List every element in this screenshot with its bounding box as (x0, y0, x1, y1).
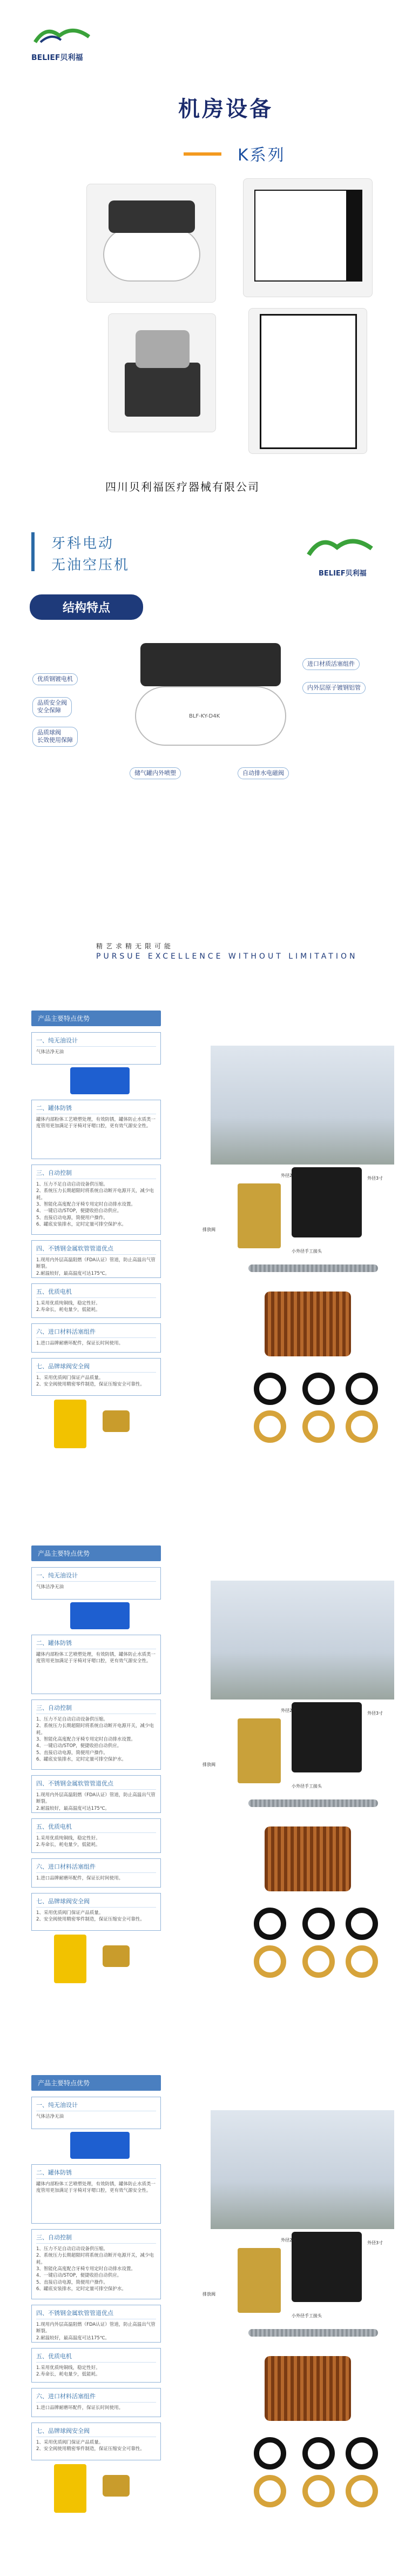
page-title: 机房设备 (178, 97, 273, 122)
box-line: 1、压力不足自动启动设备供压缩。 (36, 1182, 108, 1187)
rust-demo-photo (211, 2110, 394, 2229)
box-line: 3、智能化高度配合牙椅专用定时自动排水设置。 (36, 2266, 136, 2272)
box-text (36, 1181, 156, 1228)
box-text: 气体洁净无油 (36, 1049, 64, 1055)
box-title: 三、自动控制 (36, 1168, 156, 1179)
box-line: 1、压力不足自动启动设备供压缩。 (36, 1717, 108, 1722)
box-line: 1.现用内外层高温阻燃（FDA认证）管道，防止高温出气管断裂。 (36, 2322, 156, 2334)
box-line: 1、采用优质阀门保证产品质量。 (36, 1910, 104, 1916)
box-text: 罐体内部粉体工艺喷塑处理，有效防锈，罐体防止水质类一度管用更加满足于牙椅对牙嗯口腔，更有效气源安全性。 (36, 1117, 156, 1129)
machine-model-label: BLF-KY-D4K (189, 713, 220, 719)
box-title: 七、品牌球阀安全阀 (36, 2426, 156, 2437)
seal-ring-image (254, 1945, 286, 1978)
cabinet-image-2 (248, 308, 367, 454)
box-title: 六、进口材料活塞组件 (36, 1862, 156, 1873)
section-head: 产品主要特点优势 (31, 2075, 161, 2091)
drain-valve-image (238, 1718, 281, 1783)
drain-label: 排放阀 (202, 2292, 215, 2297)
piston-ring-image (302, 2437, 335, 2470)
feature-section (0, 1011, 405, 1497)
compressor-image-2 (108, 313, 216, 432)
box-line: 2、系统压力长期超限时将系统自动断开电源开关，减少电耗。 (36, 1723, 154, 1736)
box-steel-hose (31, 2305, 161, 2343)
drain-valve-image (238, 1183, 281, 1248)
drain-label: 外径2寸 (281, 2238, 297, 2243)
box-oil-free (31, 1032, 161, 1065)
callout-ball-valve: 品质球阀 长效使用保障 (32, 727, 78, 747)
callout-safety-valve: 品质安全阀 安全保障 (32, 697, 72, 717)
drain-label: 小外径手工接头 (292, 1784, 322, 1789)
drain-label: 外径2寸 (281, 1708, 297, 1713)
box-steel-hose (31, 1775, 161, 1813)
motor-coil-image (265, 1292, 351, 1356)
box-title: 四、不锈钢金属软管管道优点 (36, 2309, 156, 2319)
steel-hose-image (248, 1799, 378, 1807)
ball-valve-image (103, 1945, 130, 1967)
seal-ring-image (302, 2475, 335, 2507)
seal-ring-image (254, 2475, 286, 2507)
piston-ring-image (254, 1373, 286, 1405)
title-underline (184, 152, 221, 156)
box-title: 五、优质电机 (36, 1287, 156, 1298)
box-title: 六、进口材料活塞组件 (36, 2392, 156, 2403)
box-valves (31, 2423, 161, 2460)
controller-image (292, 2232, 362, 2302)
callout-motor: 优质钢镀电机 (32, 673, 78, 685)
category-bar (31, 532, 35, 571)
box-title: 七、品牌球阀安全阀 (36, 1897, 156, 1908)
box-line: 2.寿命长，耗电量少，低能耗。 (36, 1842, 100, 1848)
box-line: 2.寿命长，耗电量少，低能耗。 (36, 1307, 100, 1313)
seal-ring-image (346, 2475, 378, 2507)
box-motor (31, 1818, 161, 1853)
seal-ring-image (346, 1410, 378, 1443)
box-line: 2、系统压力长期超限时将系统自动断开电源开关，减少电耗。 (36, 2253, 154, 2265)
slogan-en: PURSUE EXCELLENCE WITHOUT LIMITATION (96, 952, 358, 961)
box-text (36, 1716, 156, 1763)
motor-image (70, 2132, 130, 2159)
box-title: 五、优质电机 (36, 1822, 156, 1833)
piston-ring-image (346, 2437, 378, 2470)
box-text (36, 1910, 156, 1923)
box-title: 一、纯无油设计 (36, 1571, 156, 1582)
features-banner: 结构特点 (30, 594, 143, 620)
steel-hose-image (248, 2329, 378, 2337)
box-title: 三、自动控制 (36, 1703, 156, 1714)
motor-coil-image (265, 1826, 351, 1891)
box-line: 2.寿命长，耗电量少，低能耗。 (36, 2372, 100, 2378)
callout-pipe: 内外层原子镀钢铝管 (302, 682, 366, 694)
box-line: 1.采用优质纯铜线，稳定性好。 (36, 1836, 100, 1841)
box-piston (31, 1323, 161, 1353)
box-title: 三、自动控制 (36, 2233, 156, 2244)
box-line: 1.采用优质纯铜线，稳定性好。 (36, 1301, 100, 1306)
belief-logo-icon (30, 21, 94, 53)
box-line: 3、智能化高度配合牙椅专用定时自动排水设置。 (36, 1736, 136, 1742)
box-anti-rust (31, 2164, 161, 2224)
box-text (36, 2321, 156, 2341)
box-line: 2.耐温较好，最高温度可达175℃。 (36, 2335, 110, 2341)
box-valves (31, 1893, 161, 1931)
box-piston (31, 2388, 161, 2417)
box-title: 四、不锈钢金属软管管道优点 (36, 1244, 156, 1255)
box-piston (31, 1858, 161, 1888)
category-line-2: 无油空压机 (51, 557, 130, 573)
box-text (36, 1875, 156, 1882)
ball-valve-image (103, 1410, 130, 1432)
box-line: 2、安全阀使用精密零件制造，保证压缩安全可靠性。 (36, 2446, 145, 2452)
seal-ring-image (302, 1945, 335, 1978)
drain-label: 外径3寸 (367, 1176, 383, 1181)
box-line: 6、罐底安装排水，定时定量可排空保护水。 (36, 1756, 126, 1762)
box-oil-free (31, 2097, 161, 2129)
box-title: 五、优质电机 (36, 2352, 156, 2363)
box-line: 2、安全阀使用精密零件制造，保证压缩安全可靠性。 (36, 1917, 145, 1923)
box-line: 2.耐温较好，最高温度可达175℃。 (36, 1270, 110, 1276)
cabinet-image-1 (243, 178, 373, 297)
belief-logo-icon-2 (302, 530, 378, 567)
box-text: 罐体内部粉体工艺喷塑处理，有效防锈，罐体防止水质类一度管用更加满足于牙椅对牙嗯口腔，更有效气源安全性。 (36, 1652, 156, 1664)
box-title: 一、纯无油设计 (36, 2100, 156, 2111)
box-text: 气体洁净无油 (36, 2114, 64, 2119)
drain-label: 排放阀 (202, 1227, 215, 1232)
box-text (36, 1340, 156, 1347)
ball-valve-image (103, 2475, 130, 2497)
box-oil-free (31, 1567, 161, 1600)
box-title: 六、进口材料活塞组件 (36, 1327, 156, 1338)
box-line: 1.现用内外层高温阻燃（FDA认证）管道，防止高温出气管断裂。 (36, 1792, 156, 1805)
safety-valve-image (54, 1400, 86, 1448)
box-steel-hose (31, 1240, 161, 1278)
box-title: 二、罐体防锈 (36, 1638, 156, 1649)
motor-image (70, 1602, 130, 1629)
box-title: 二、罐体防锈 (36, 1103, 156, 1114)
steel-hose-image (248, 1264, 378, 1272)
box-line: 1、压力不足自动启动设备供压缩。 (36, 2246, 108, 2252)
motor-image (70, 1067, 130, 1094)
box-auto-control (31, 1700, 161, 1770)
box-line: 1.进口品牌耐磨环配件，保证长时间使用。 (36, 1341, 124, 1346)
box-text (36, 1300, 156, 1314)
drain-label: 小外径手工接头 (292, 2313, 322, 2318)
box-motor (31, 1283, 161, 1318)
box-text (36, 2405, 156, 2411)
drain-label: 外径2寸 (281, 1173, 297, 1178)
box-title: 七、品牌球阀安全阀 (36, 1362, 156, 1373)
box-line: 1.现用内外层高温阻燃（FDA认证）管道，防止高温出气管断裂。 (36, 1257, 156, 1270)
slogan-cn: 精艺求精无限可能 (96, 942, 174, 950)
box-line: 2、系统压力长期超限时将系统自动断开电源开关，减少电耗。 (36, 1188, 154, 1201)
page-subtitle: K系列 (238, 146, 286, 165)
company-name: 四川贝利福医疗器械有限公司 (105, 480, 260, 493)
rust-demo-photo (211, 1581, 394, 1700)
controller-image (292, 1167, 362, 1237)
safety-valve-image (54, 2464, 86, 2513)
seal-ring-image (302, 1410, 335, 1443)
callout-piston: 进口材质活塞组件 (302, 658, 360, 670)
box-line: 4、一键启动/STOP，便捷收拾自动供应。 (36, 2273, 122, 2279)
box-anti-rust (31, 1100, 161, 1159)
box-line: 1.进口品牌耐磨环配件，保证长时间使用。 (36, 2405, 124, 2411)
box-auto-control (31, 2229, 161, 2299)
box-line: 1.进口品牌耐磨环配件，保证长时间使用。 (36, 1876, 124, 1881)
box-line: 4、一键启动/STOP，便捷收拾自动供应。 (36, 1208, 122, 1214)
box-text (36, 1835, 156, 1849)
box-valves (31, 1358, 161, 1396)
box-line: 1、采用优质阀门保证产品质量。 (36, 2440, 104, 2445)
piston-ring-image (254, 2437, 286, 2470)
drain-label: 小外径手工接头 (292, 1249, 322, 1254)
box-line: 6、罐底安装排水，定时定量可排空保护水。 (36, 1221, 126, 1227)
section-head: 产品主要特点优势 (31, 1545, 161, 1561)
box-text: 罐体内部粉体工艺喷塑处理，有效防锈，罐体防止水质类一度管用更加满足于牙椅对牙嗯口腔，更有效气源安全性。 (36, 2182, 156, 2194)
box-line: 5、直接启动电源，简便用户操作。 (36, 1750, 108, 1756)
box-text (36, 1375, 156, 1388)
logo-text-2: BELIEF贝利福 (319, 570, 367, 578)
box-text (36, 2439, 156, 2453)
box-line: 2.耐温较好，最高温度可达175℃。 (36, 1805, 110, 1811)
motor-coil-image (265, 2356, 351, 2421)
seal-ring-image (254, 1410, 286, 1443)
box-line: 1.采用优质纯铜线，稳定性好。 (36, 2365, 100, 2371)
box-motor (31, 2348, 161, 2383)
feature-section (0, 1545, 405, 2032)
callout-drain-valve: 自动排水电磁阀 (238, 767, 289, 779)
drain-label: 外径3寸 (367, 1711, 383, 1716)
rust-demo-photo (211, 1046, 394, 1165)
section-head: 产品主要特点优势 (31, 1011, 161, 1026)
piston-ring-image (302, 1908, 335, 1940)
box-line: 4、一键启动/STOP，便捷收拾自动供应。 (36, 1743, 122, 1749)
feature-compressor-image (130, 632, 292, 757)
seal-ring-image (346, 1945, 378, 1978)
box-text (36, 1257, 156, 1277)
logo-text: BELIEF贝利福 (31, 53, 83, 62)
controller-image (292, 1702, 362, 1772)
box-line: 6、罐底安装排水，定时定量可排空保护水。 (36, 2286, 126, 2292)
piston-ring-image (346, 1908, 378, 1940)
piston-ring-image (346, 1373, 378, 1405)
box-line: 5、直接启动电源，简便用户操作。 (36, 1215, 108, 1221)
drain-valve-image (238, 2248, 281, 2313)
box-line: 1、采用优质阀门保证产品质量。 (36, 1375, 104, 1381)
piston-ring-image (254, 1908, 286, 1940)
box-text (36, 2246, 156, 2292)
feature-section (0, 2075, 405, 2561)
box-text (36, 2365, 156, 2378)
compressor-image-1 (86, 184, 216, 303)
drain-label: 排放阀 (202, 1762, 215, 1767)
box-line: 2、安全阀使用精密零件制造，保证压缩安全可靠性。 (36, 1382, 145, 1388)
drain-label: 外径3寸 (367, 2240, 383, 2245)
box-line: 5、直接启动电源，简便用户操作。 (36, 2279, 108, 2285)
piston-ring-image (302, 1373, 335, 1405)
callout-tank-coating: 储气罐内外喷塑 (130, 767, 181, 779)
category-line-1: 牙科电动 (51, 536, 114, 552)
box-line: 3、智能化高度配合牙椅专用定时自动排水设置。 (36, 1201, 136, 1207)
box-title: 四、不锈钢金属软管管道优点 (36, 1779, 156, 1790)
safety-valve-image (54, 1935, 86, 1983)
box-text: 气体洁净无油 (36, 1584, 64, 1590)
box-title: 一、纯无油设计 (36, 1036, 156, 1047)
box-auto-control (31, 1165, 161, 1235)
box-text (36, 1792, 156, 1812)
box-anti-rust (31, 1635, 161, 1694)
box-title: 二、罐体防锈 (36, 2168, 156, 2179)
